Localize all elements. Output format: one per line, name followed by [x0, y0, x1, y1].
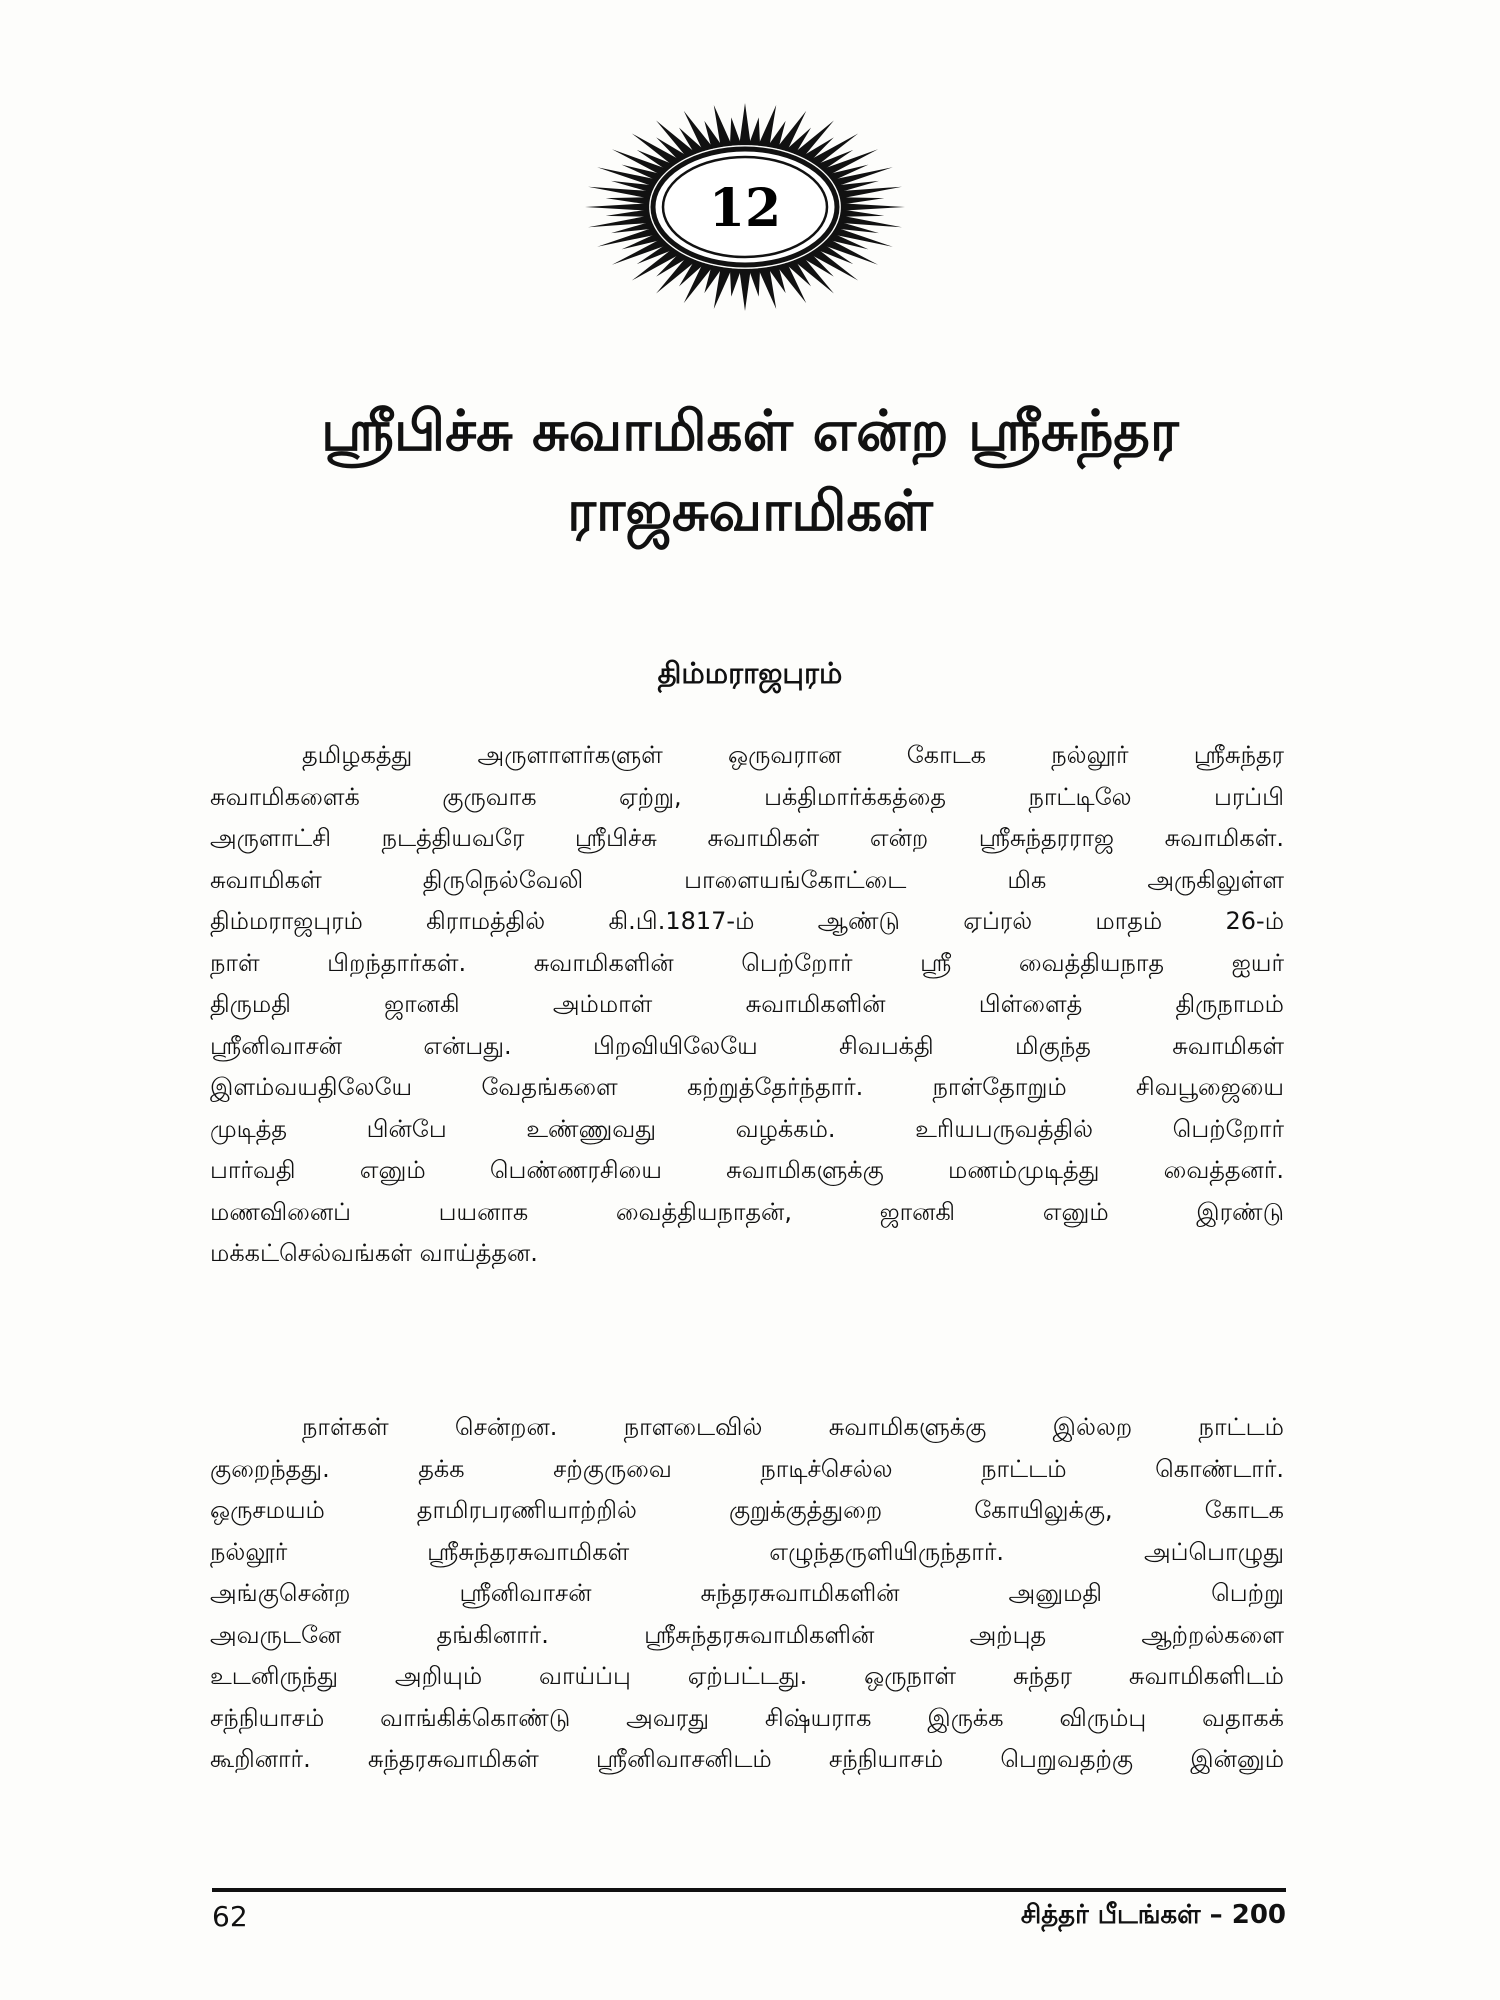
sunburst-ray: [730, 117, 741, 145]
chapter-title-line-2: ராஜசுவாமிகள்: [567, 479, 933, 544]
text-line: அங்குசென்ற ஸ்ரீனிவாசன் சுந்தரசுவாமிகளின் அனுமதி பெற்று: [210, 1579, 1284, 1607]
text-line: இளம்வயதிலேயே வேதங்களை கற்றுத்தேர்ந்தார். நாள்தோறும் சிவபூஜையை: [210, 1073, 1284, 1101]
sunburst-ray: [749, 268, 760, 296]
sunburst-icon: [580, 100, 910, 315]
footer-divider: [212, 1888, 1286, 1892]
sunburst-ray: [840, 197, 885, 204]
text-line: ஒருசமயம் தாமிரபரணியாற்றில் குறுக்குத்துறை கோயிலுக்கு, கோடக: [210, 1496, 1284, 1524]
chapter-title-line-1: ஸ்ரீபிச்சு சுவாமிகள் என்ற ஸ்ரீசுந்தர: [321, 399, 1179, 464]
text-line: சந்நியாசம் வாங்கிக்கொண்டு அவரது சிஷ்யராக இருக்க விரும்பு வதாகக்: [210, 1703, 1284, 1732]
sunburst-ray: [606, 209, 651, 216]
paragraph-2: [210, 1407, 1284, 1781]
text-line: மக்கட்செல்வங்கள் வாய்த்தன.: [210, 1239, 538, 1267]
chapter-number: 12: [708, 178, 782, 239]
text-line: உடனிருந்து அறியும் வாய்ப்பு ஏற்பட்டது. ஒருநாள் சுந்தர சுவாமிகளிடம்: [210, 1662, 1284, 1690]
sunburst-ray: [840, 209, 885, 216]
sunburst-ray: [606, 197, 651, 204]
text-line: தமிழகத்து அருளாளர்களுள் ஒருவரான கோடக நல்லூர் ஸ்ரீசுந்தர: [302, 741, 1284, 769]
section-heading: திம்மராஜபுரம்: [657, 656, 843, 690]
sunburst-ray: [585, 203, 649, 210]
text-line: அருளாட்சி நடத்தியவரே ஸ்ரீபிச்சு சுவாமிகள் என்ற ஸ்ரீசுந்தரராஜ சுவாமிகள்.: [210, 824, 1284, 852]
page-number: 62: [212, 1900, 248, 1933]
text-line: சுவாமிகள் திருநெல்வேலி பாளையங்கோட்டை மிக அருகிலுள்ள: [210, 865, 1284, 894]
text-line: சுவாமிகளைக் குருவாக ஏற்று, பக்திமார்க்கத்தை நாட்டிலே பரப்பி: [210, 782, 1284, 811]
sunburst-ray: [841, 203, 905, 210]
text-line: கூறினார். சுந்தரசுவாமிகள் ஸ்ரீனிவாசனிடம் சந்நியாசம் பெறுவதற்கு இன்னும்: [210, 1745, 1284, 1773]
sunburst-ray: [739, 103, 751, 145]
text-line: திருமதி ஜானகி அம்மாள் சுவாமிகளின் பிள்ளைத் திருநாமம்: [210, 990, 1284, 1018]
text-line: நல்லூர் ஸ்ரீசுந்தரசுவாமிகள் எழுந்தருளியிருந்தார். அப்பொழுது: [210, 1537, 1284, 1566]
chapter-emblem: [580, 100, 910, 315]
running-footer-title: சித்தர் பீடங்கள் – 200: [1020, 1900, 1286, 1930]
text-line: குறைந்தது. தக்க சற்குருவை நாடிச்செல்ல நாட்டம் கொண்டார்.: [210, 1454, 1284, 1483]
text-line: திம்மராஜபுரம் கிராமத்தில் கி.பி.1817-ம் ஆண்டு ஏப்ரல் மாதம் 26-ம்: [210, 907, 1284, 935]
text-line: நாள்கள் சென்றன. நாளடைவில் சுவாமிகளுக்கு இல்லற நாட்டம்: [302, 1413, 1284, 1441]
sunburst-ray: [730, 268, 741, 296]
sunburst-ray: [739, 269, 751, 311]
text-line: முடித்த பின்பே உண்ணுவது வழக்கம். உரியபருவத்தில் பெற்றோர்: [210, 1114, 1284, 1143]
text-line: பார்வதி எனும் பெண்ணரசியை சுவாமிகளுக்கு மணம்முடித்து வைத்தனர்.: [210, 1156, 1284, 1184]
text-line: அவருடனே தங்கினார். ஸ்ரீசுந்தரசுவாமிகளின் அற்புத ஆற்றல்களை: [210, 1620, 1284, 1649]
paragraph-1: [210, 735, 1284, 1275]
text-line: ஸ்ரீனிவாசன் என்பது. பிறவியிலேயே சிவபக்தி மிகுந்த சுவாமிகள்: [210, 1031, 1284, 1060]
text-line: நாள் பிறந்தார்கள். சுவாமிகளின் பெற்றோர் ஸ்ரீ வைத்தியநாத ஐயர்: [210, 948, 1284, 977]
text-line: மணவினைப் பயனாக வைத்தியநாதன், ஜானகி எனும் இரண்டு: [210, 1197, 1284, 1226]
sunburst-ray: [749, 117, 760, 145]
